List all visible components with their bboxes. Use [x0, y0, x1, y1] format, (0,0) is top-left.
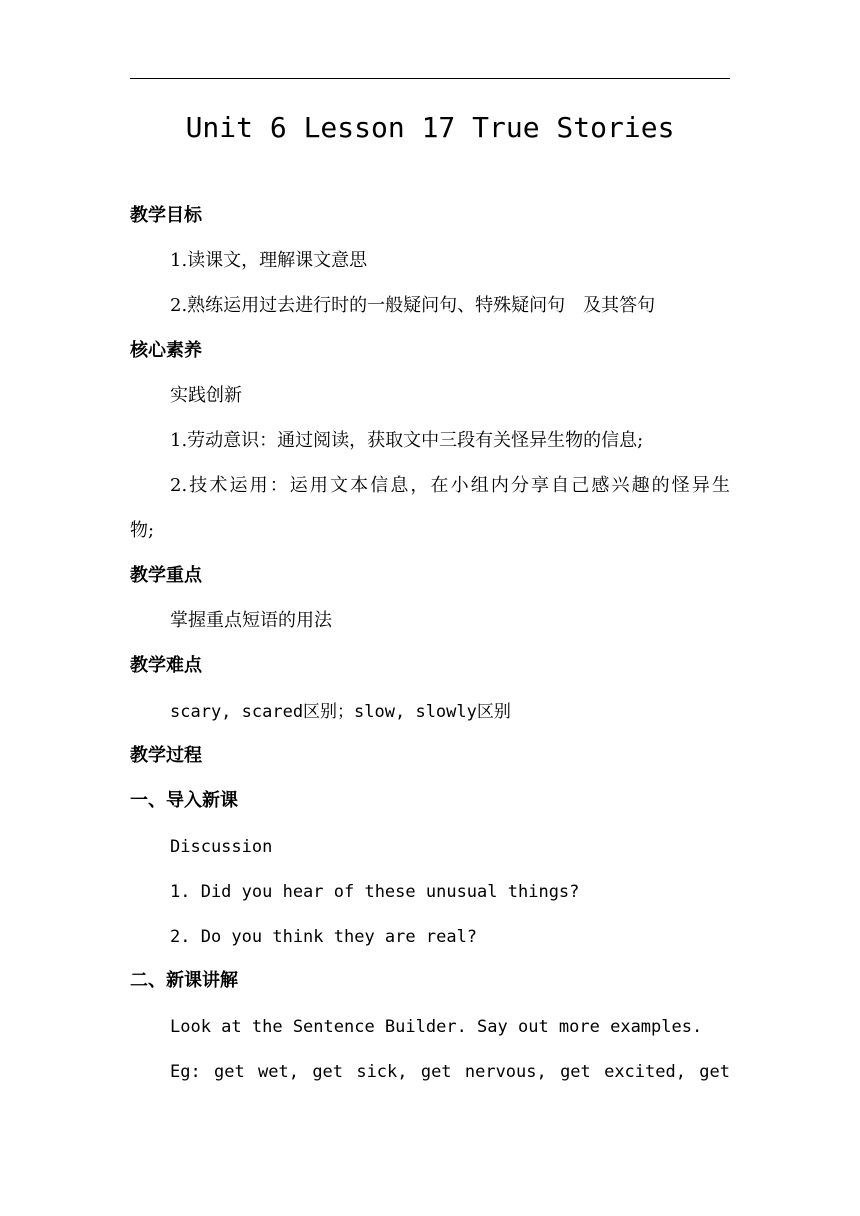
key-point-text: 掌握重点短语的用法 — [170, 610, 332, 631]
section-heading-process: 教学过程 — [130, 745, 202, 766]
difficult-point-text: scary, scared区别；slow, slowly区别 — [170, 702, 511, 722]
section-heading-goals: 教学目标 — [130, 205, 202, 226]
section-heading-difficult: 教学难点 — [130, 655, 202, 676]
core-item-2: 2.技术运用：运用文本信息，在小组内分享自己感兴趣的怪异生 — [170, 475, 730, 496]
core-item-1: 1.劳动意识：通过阅读，获取文中三段有关怪异生物的信息; — [170, 430, 644, 451]
discussion-label: Discussion — [170, 837, 273, 857]
new-lesson-instruction: Look at the Sentence Builder. Say out more examples. — [170, 1017, 703, 1037]
goal-item-2: 2.熟练运用过去进行时的一般疑问句、特殊疑问句 及其答句 — [170, 295, 656, 316]
discussion-question-2: 2. Do you think they are real? — [170, 927, 478, 947]
core-intro: 实践创新 — [170, 385, 242, 406]
page-title: Unit 6 Lesson 17 True Stories — [185, 111, 675, 144]
part-one-title: 一、导入新课 — [130, 790, 238, 811]
section-heading-key: 教学重点 — [130, 565, 202, 586]
core-item-2-continued: 物; — [130, 520, 155, 541]
discussion-question-1: 1. Did you hear of these unusual things? — [170, 882, 580, 902]
examples-line: Eg: get wet, get sick, get nervous, get excited, get — [170, 1062, 730, 1082]
section-heading-core: 核心素养 — [130, 340, 202, 361]
part-two-title: 二、新课讲解 — [130, 970, 238, 991]
header-rule — [130, 78, 730, 79]
goal-item-1: 1.读课文，理解课文意思 — [170, 250, 368, 271]
